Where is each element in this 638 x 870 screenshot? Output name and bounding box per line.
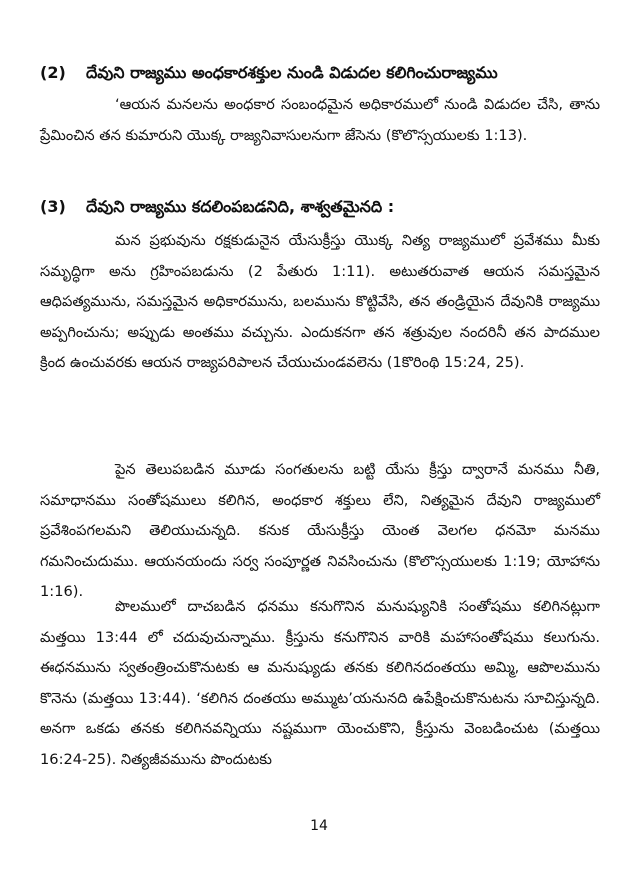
section-title: దేవుని రాజ్యము కదలింపబడనిది, శాశ్వతమైనది : [86,197,395,216]
paragraph: పొలములో దాచబడిన ధనము కనుగొనిన మనుష్యునికి సంతోషము కలిగినట్లుగా మత్తయి 13:44 లో చదువుచున్నాము. క్రీస్తును కనుగొనిన వారికి మహాసంతోషము కలుగును. ఈధనమును స్వతంత్రించుకొనుటకు ఆ మనుష్యుడు తనకు కలిగినదంతయు అమ్మి, ఆపొలమును కొనెను (మత్తయి 13:44). ‘కలిగిన దంతయు అమ్ముట’యనునది ఉపేక్షించుకొనుటను సూచిస్తున్నది. అనగా ఒకడు తనకు కలిగినవన్నియు నష్టముగా యెంచుకొని, క్రీస్తును వెంబడించుట (మత్తయి 16:24-25). నిత్యజీవమును పొందుటకు [40,598,600,768]
section-title: దేవుని రాజ్యము అంధకారశక్తుల నుండి విడుదల కలిగించురాజ్యము [86,63,498,82]
section-heading-3 [40,196,600,218]
section-number: (3) [40,197,66,216]
paragraph: పైన తెలుపబడిన మూడు సంగతులను బట్టి యేసు క్రీస్తు ద్వారానే మనము నీతి, సమాధానము సంతోషములు కలిగిన, అంధకార శక్తులు లేని, నిత్యమైన దేవుని రాజ్యములో ప్రవేశింపగలమని తెలియుచున్నది. కనుక యేసుక్రీస్తు యెంత వెలగల ధనమో మనము గమనించుదుము. ఆయనయందు సర్వ సంపూర్ణత నివసించును (కొలొస్సయులకు 1:19; యోహాను 1:16). [40,461,600,601]
page-number: 14 [310,818,328,834]
section-heading-2 [40,62,600,84]
section-number: (2) [40,63,66,82]
paragraph: ‘ఆయన మనలను అంధకార సంబంధమైన అధికారములో నుండి విడుదల చేసి, తాను ప్రేమించిన తన కుమారుని యొక్క రాజ్యనివాసులనుగా జేసెను (కొలొస్సయులకు 1:13). [40,96,600,144]
paragraph: మన ప్రభువును రక్షకుడునైన యేసుక్రీస్తు యొక్క నిత్య రాజ్యములో ప్రవేశము మీకు సమృద్ధిగా అను గ్రహింపబడును (2 పేతురు 1:11). అటుతరువాత ఆయన సమస్తమైన ఆధిపత్యమును, సమస్తమైన అధికారమును, బలమును కొట్టివేసి, తన తండ్రియైన దేవునికి రాజ్యము అప్పగించును; అప్పుడు అంతము వచ్చును. ఎందుకనగా తన శత్రువుల నందరినీ తన పాదముల క్రింద ఉంచువరకు ఆయన రాజ్యపరిపాలన చేయుచుండవలెను (1కొరింథి 15:24, 25). [40,232,600,372]
